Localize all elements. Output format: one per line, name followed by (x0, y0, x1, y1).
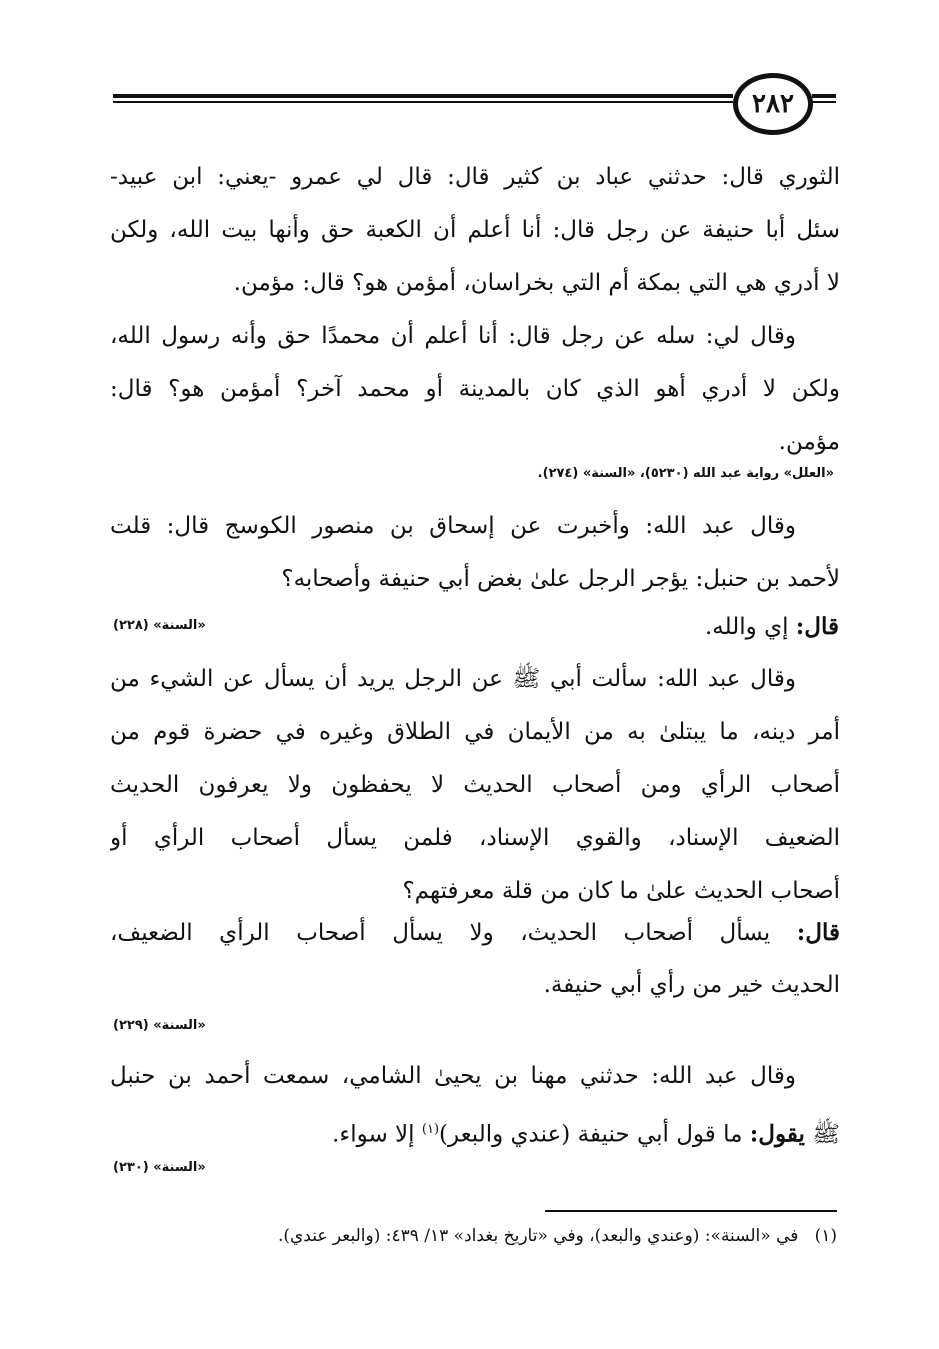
text-line: لا أدري هي التي بمكة أم التي بخراسان، أمؤمن هو؟ قال: مؤمن. (233, 270, 840, 296)
text-line: قال: يسأل أصحاب الحديث، ولا يسأل أصحاب الرأي الضعيف، (110, 919, 840, 946)
honorific-glyph: ﷺ (812, 1121, 840, 1148)
footnote-marker: (١) (421, 1122, 440, 1137)
paragraph-4 (110, 653, 840, 918)
header-rule (113, 94, 733, 98)
paragraph-2 (110, 310, 840, 469)
paragraph-6 (110, 1050, 840, 1156)
text-line: أمر دينه، ما يبتلىٰ به من الأيمان في الطلاق وغيره في حضرة قوم من (110, 719, 840, 745)
header-rule-right (812, 94, 836, 98)
text-line: أصحاب الرأي ومن أصحاب الحديث لا يحفظون ولا يعرفون الحديث (110, 772, 840, 798)
paragraph-3 (110, 500, 840, 606)
answer-text: إي والله. (705, 614, 789, 640)
text-line: ﷺ يقول: ما قول أبي حنيفة (عندي والبعر)$^{(١)}$ إلا سواء. (332, 1120, 840, 1148)
header-rule-thin (113, 101, 733, 103)
footnote-number: (١) (814, 1226, 837, 1246)
answer-line (659, 600, 839, 653)
text-line: مؤمن. (778, 429, 840, 455)
source-citation: «السنة» (٢٣٠) (113, 1160, 206, 1175)
source-citation: «السنة» (٢٢٨) (113, 618, 206, 633)
text-line: الضعيف الإسناد، والقوي الإسناد، فلمن يسأل أصحاب الرأي أو (110, 825, 840, 851)
answer-label: قال: (796, 919, 840, 946)
text-line: الحديث خير من رأي أبي حنيفة. (543, 972, 840, 998)
answer-label: قال: (795, 613, 839, 640)
page-number-badge (733, 73, 813, 135)
text-line: ولكن لا أدري أهو الذي كان بالمدينة أو محمد آخر؟ أمؤمن هو؟ قال: (110, 376, 840, 402)
answer-label: يقول: (749, 1120, 805, 1148)
paragraph-1 (110, 151, 840, 310)
text-line: سئل أبا حنيفة عن رجل قال: أنا أعلم أن الكعبة حق وأنها بيت الله، ولكن (110, 217, 840, 243)
source-citation: «السنة» (٢٢٩) (113, 1018, 206, 1033)
header-rule-right-thin (812, 101, 836, 103)
text-line: الثوري قال: حدثني عباد بن كثير قال: قال لي عمرو -يعني: ابن عبيد- (110, 164, 840, 190)
text-line: وقال عبد الله: حدثني مهنا بن يحيىٰ الشامي، سمعت أحمد بن حنبل (110, 1063, 796, 1089)
footnote-separator (545, 1210, 837, 1212)
page-number: ٢٨٢ (752, 89, 794, 119)
text-line: وقال لي: سله عن رجل قال: أنا أعلم أن محمدًا حق وأنه رسول الله، (110, 323, 796, 349)
footnote (110, 1226, 837, 1246)
text-line: وقال عبد الله: وأخبرت عن إسحاق بن منصور الكوسج قال: قلت (110, 513, 796, 539)
text-line: وقال عبد الله: سألت أبي ﷺ عن الرجل يريد أن يسأل عن الشيء من (110, 666, 796, 692)
paragraph-5 (110, 906, 840, 1012)
text-line: لأحمد بن حنبل: يؤجر الرجل علىٰ بغض أبي حنيفة وأصحابه؟ (281, 566, 840, 592)
text-line: أصحاب الحديث علىٰ ما كان من قلة معرفتهم؟ (402, 878, 840, 904)
source-citation: «العلل» رواية عبد الله (٥٢٣٠)، «السنة» (٢٧٤). (537, 466, 834, 481)
footnote-text: في «السنة»: (وعندي والبعد)، وفي «تاريخ بغداد» ١٣/ ٤٣٩: (والبعر عندي). (277, 1226, 799, 1246)
